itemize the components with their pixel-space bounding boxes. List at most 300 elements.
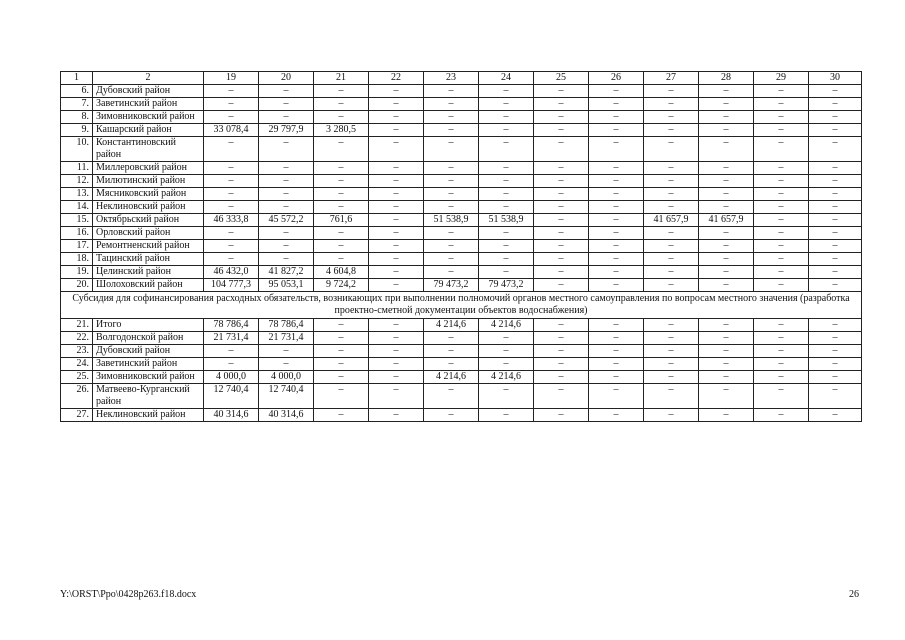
- value-cell: –: [534, 137, 589, 162]
- value-cell: 12 740,4: [204, 384, 259, 409]
- value-cell: –: [589, 371, 644, 384]
- value-cell: –: [699, 253, 754, 266]
- row-number: 24.: [61, 358, 93, 371]
- table-row: [61, 85, 862, 98]
- value-cell: –: [369, 345, 424, 358]
- value-cell: –: [259, 111, 314, 124]
- value-cell: –: [314, 175, 369, 188]
- value-cell: –: [589, 175, 644, 188]
- value-cell: –: [534, 345, 589, 358]
- value-cell: –: [699, 188, 754, 201]
- value-cell: –: [699, 279, 754, 292]
- table-row: [61, 111, 862, 124]
- value-cell: –: [369, 227, 424, 240]
- row-number: 13.: [61, 188, 93, 201]
- value-cell: –: [809, 98, 862, 111]
- value-cell: –: [314, 319, 369, 332]
- value-cell: –: [424, 332, 479, 345]
- value-cell: –: [754, 188, 809, 201]
- value-cell: –: [424, 124, 479, 137]
- table-row: [61, 279, 862, 292]
- value-cell: –: [644, 188, 699, 201]
- footer-file-path: Y:\ORST\Ppo\0428p263.f18.docx: [60, 589, 197, 600]
- value-cell: –: [479, 188, 534, 201]
- value-cell: 4 000,0: [259, 371, 314, 384]
- value-cell: –: [314, 345, 369, 358]
- value-cell: –: [809, 227, 862, 240]
- value-cell: –: [479, 162, 534, 175]
- value-cell: –: [589, 240, 644, 253]
- row-number: 11.: [61, 162, 93, 175]
- value-cell: –: [259, 240, 314, 253]
- value-cell: –: [479, 201, 534, 214]
- value-cell: –: [369, 371, 424, 384]
- value-cell: –: [424, 137, 479, 162]
- value-cell: –: [589, 85, 644, 98]
- value-cell: 29 797,9: [259, 124, 314, 137]
- value-cell: –: [424, 358, 479, 371]
- row-number: 7.: [61, 98, 93, 111]
- value-cell: –: [754, 319, 809, 332]
- value-cell: –: [754, 332, 809, 345]
- value-cell: –: [589, 319, 644, 332]
- value-cell: –: [754, 201, 809, 214]
- value-cell: 46 432,0: [204, 266, 259, 279]
- value-cell: –: [424, 384, 479, 409]
- district-name: Итого: [93, 319, 204, 332]
- value-cell: –: [259, 358, 314, 371]
- value-cell: –: [369, 409, 424, 422]
- district-name: Тацинский район: [93, 253, 204, 266]
- district-name: Кашарский район: [93, 124, 204, 137]
- value-cell: –: [204, 98, 259, 111]
- value-cell: –: [809, 279, 862, 292]
- district-name: Дубовский район: [93, 345, 204, 358]
- value-cell: –: [699, 175, 754, 188]
- value-cell: –: [699, 98, 754, 111]
- value-cell: 40 314,6: [204, 409, 259, 422]
- value-cell: 12 740,4: [259, 384, 314, 409]
- value-cell: –: [644, 358, 699, 371]
- value-cell: –: [424, 345, 479, 358]
- column-header: 27: [644, 72, 699, 85]
- footer-page-number: 26: [849, 589, 859, 600]
- value-cell: –: [534, 266, 589, 279]
- value-cell: –: [479, 111, 534, 124]
- district-name: Ремонтненский район: [93, 240, 204, 253]
- value-cell: –: [644, 332, 699, 345]
- section-title: Субсидия для софинансирования расходных обязательств, возникающих при выполнении полномочий органов местного самоуправления по вопросам местного значения (разработка проектно-сметной документации объектов водоснабжения): [61, 292, 862, 319]
- value-cell: –: [369, 162, 424, 175]
- table-row: [61, 332, 862, 345]
- value-cell: –: [534, 201, 589, 214]
- value-cell: 9 724,2: [314, 279, 369, 292]
- value-cell: –: [314, 384, 369, 409]
- value-cell: –: [699, 266, 754, 279]
- section-header-row: [61, 292, 862, 319]
- value-cell: –: [479, 332, 534, 345]
- value-cell: –: [314, 201, 369, 214]
- value-cell: –: [699, 332, 754, 345]
- column-header: 26: [589, 72, 644, 85]
- district-name: Зимовниковский район: [93, 111, 204, 124]
- value-cell: –: [534, 319, 589, 332]
- value-cell: –: [314, 85, 369, 98]
- district-name: Орловский район: [93, 227, 204, 240]
- row-number: 23.: [61, 345, 93, 358]
- value-cell: –: [644, 384, 699, 409]
- value-cell: –: [369, 137, 424, 162]
- table-row: [61, 124, 862, 137]
- value-cell: –: [534, 371, 589, 384]
- row-number: 26.: [61, 384, 93, 409]
- value-cell: –: [644, 175, 699, 188]
- district-name: Константиновский район: [93, 137, 204, 162]
- value-cell: –: [754, 137, 809, 162]
- value-cell: –: [754, 227, 809, 240]
- value-cell: –: [479, 98, 534, 111]
- value-cell: 761,6: [314, 214, 369, 227]
- row-number: 27.: [61, 409, 93, 422]
- table-row: [61, 98, 862, 111]
- value-cell: 4 214,6: [479, 371, 534, 384]
- value-cell: –: [204, 358, 259, 371]
- value-cell: –: [314, 371, 369, 384]
- value-cell: –: [754, 240, 809, 253]
- table-row: [61, 162, 862, 175]
- budget-table: [60, 71, 862, 422]
- value-cell: –: [479, 227, 534, 240]
- value-cell: –: [809, 266, 862, 279]
- value-cell: –: [644, 111, 699, 124]
- value-cell: –: [754, 111, 809, 124]
- column-header: 28: [699, 72, 754, 85]
- value-cell: –: [754, 371, 809, 384]
- value-cell: –: [479, 175, 534, 188]
- value-cell: 40 314,6: [259, 409, 314, 422]
- table-row: [61, 358, 862, 371]
- value-cell: –: [369, 124, 424, 137]
- value-cell: –: [479, 124, 534, 137]
- value-cell: –: [369, 111, 424, 124]
- value-cell: –: [644, 162, 699, 175]
- value-cell: –: [809, 214, 862, 227]
- value-cell: –: [314, 227, 369, 240]
- value-cell: –: [534, 124, 589, 137]
- value-cell: –: [534, 279, 589, 292]
- value-cell: –: [424, 111, 479, 124]
- table-row: [61, 345, 862, 358]
- value-cell: –: [424, 253, 479, 266]
- table-row: [61, 137, 862, 162]
- value-cell: –: [699, 111, 754, 124]
- row-number: 15.: [61, 214, 93, 227]
- value-cell: 21 731,4: [259, 332, 314, 345]
- table-row: [61, 266, 862, 279]
- value-cell: –: [809, 240, 862, 253]
- value-cell: –: [534, 98, 589, 111]
- column-header: 30: [809, 72, 862, 85]
- value-cell: –: [644, 345, 699, 358]
- value-cell: –: [699, 137, 754, 162]
- value-cell: –: [589, 188, 644, 201]
- value-cell: –: [534, 332, 589, 345]
- value-cell: –: [809, 358, 862, 371]
- value-cell: –: [369, 358, 424, 371]
- value-cell: –: [589, 409, 644, 422]
- table-row: [61, 188, 862, 201]
- value-cell: –: [314, 137, 369, 162]
- value-cell: –: [589, 332, 644, 345]
- row-number: 10.: [61, 137, 93, 162]
- value-cell: –: [699, 85, 754, 98]
- value-cell: –: [589, 279, 644, 292]
- value-cell: 78 786,4: [259, 319, 314, 332]
- value-cell: –: [699, 409, 754, 422]
- value-cell: –: [589, 266, 644, 279]
- value-cell: –: [259, 162, 314, 175]
- row-number: 14.: [61, 201, 93, 214]
- row-number: 22.: [61, 332, 93, 345]
- value-cell: –: [644, 279, 699, 292]
- row-number: 18.: [61, 253, 93, 266]
- value-cell: –: [754, 175, 809, 188]
- value-cell: –: [754, 162, 809, 175]
- value-cell: –: [589, 111, 644, 124]
- value-cell: 33 078,4: [204, 124, 259, 137]
- value-cell: 3 280,5: [314, 124, 369, 137]
- value-cell: –: [204, 85, 259, 98]
- value-cell: –: [644, 371, 699, 384]
- value-cell: –: [809, 85, 862, 98]
- value-cell: –: [589, 98, 644, 111]
- district-name: Заветинский район: [93, 98, 204, 111]
- column-header: 23: [424, 72, 479, 85]
- value-cell: –: [699, 345, 754, 358]
- value-cell: –: [754, 266, 809, 279]
- district-name: Зимовниковский район: [93, 371, 204, 384]
- value-cell: –: [809, 137, 862, 162]
- value-cell: –: [754, 358, 809, 371]
- value-cell: –: [369, 175, 424, 188]
- column-header: 2: [93, 72, 204, 85]
- value-cell: –: [809, 253, 862, 266]
- value-cell: –: [809, 201, 862, 214]
- value-cell: –: [644, 227, 699, 240]
- value-cell: –: [809, 332, 862, 345]
- value-cell: –: [809, 175, 862, 188]
- value-cell: –: [534, 240, 589, 253]
- value-cell: –: [699, 227, 754, 240]
- value-cell: –: [644, 240, 699, 253]
- value-cell: –: [644, 98, 699, 111]
- value-cell: –: [259, 253, 314, 266]
- value-cell: –: [644, 124, 699, 137]
- column-header: 21: [314, 72, 369, 85]
- value-cell: –: [314, 240, 369, 253]
- value-cell: –: [369, 266, 424, 279]
- value-cell: –: [534, 111, 589, 124]
- table-row: [61, 371, 862, 384]
- district-name: Миллеровский район: [93, 162, 204, 175]
- value-cell: –: [204, 137, 259, 162]
- value-cell: –: [314, 253, 369, 266]
- value-cell: 78 786,4: [204, 319, 259, 332]
- value-cell: –: [589, 358, 644, 371]
- value-cell: –: [204, 227, 259, 240]
- value-cell: –: [204, 240, 259, 253]
- value-cell: –: [699, 201, 754, 214]
- value-cell: 4 214,6: [424, 371, 479, 384]
- table-row: [61, 175, 862, 188]
- value-cell: –: [534, 384, 589, 409]
- value-cell: –: [424, 85, 479, 98]
- value-cell: –: [754, 98, 809, 111]
- value-cell: –: [479, 240, 534, 253]
- value-cell: –: [699, 162, 754, 175]
- value-cell: –: [809, 345, 862, 358]
- value-cell: 41 827,2: [259, 266, 314, 279]
- value-cell: –: [699, 371, 754, 384]
- value-cell: 45 572,2: [259, 214, 314, 227]
- district-name: Неклиновский район: [93, 409, 204, 422]
- value-cell: 79 473,2: [424, 279, 479, 292]
- value-cell: –: [204, 175, 259, 188]
- value-cell: –: [589, 214, 644, 227]
- value-cell: –: [534, 214, 589, 227]
- value-cell: –: [589, 201, 644, 214]
- value-cell: 46 333,8: [204, 214, 259, 227]
- row-number: 20.: [61, 279, 93, 292]
- value-cell: –: [204, 253, 259, 266]
- value-cell: –: [809, 124, 862, 137]
- value-cell: 4 000,0: [204, 371, 259, 384]
- value-cell: –: [644, 409, 699, 422]
- value-cell: 104 777,3: [204, 279, 259, 292]
- value-cell: –: [204, 162, 259, 175]
- row-number: 21.: [61, 319, 93, 332]
- value-cell: –: [204, 188, 259, 201]
- value-cell: –: [644, 201, 699, 214]
- value-cell: –: [424, 240, 479, 253]
- value-cell: –: [589, 227, 644, 240]
- value-cell: –: [424, 162, 479, 175]
- value-cell: –: [259, 175, 314, 188]
- row-number: 16.: [61, 227, 93, 240]
- value-cell: –: [479, 409, 534, 422]
- value-cell: –: [424, 188, 479, 201]
- value-cell: –: [479, 384, 534, 409]
- value-cell: –: [479, 253, 534, 266]
- district-name: Мясниковский район: [93, 188, 204, 201]
- table-row: [61, 201, 862, 214]
- value-cell: –: [369, 253, 424, 266]
- value-cell: –: [204, 345, 259, 358]
- value-cell: –: [259, 137, 314, 162]
- value-cell: –: [644, 319, 699, 332]
- row-number: 9.: [61, 124, 93, 137]
- value-cell: –: [369, 240, 424, 253]
- row-number: 25.: [61, 371, 93, 384]
- value-cell: –: [754, 384, 809, 409]
- value-cell: –: [369, 188, 424, 201]
- value-cell: –: [204, 201, 259, 214]
- column-header: 25: [534, 72, 589, 85]
- district-name: Милютинский район: [93, 175, 204, 188]
- column-header: 19: [204, 72, 259, 85]
- table-row: [61, 227, 862, 240]
- value-cell: –: [699, 240, 754, 253]
- column-header: 20: [259, 72, 314, 85]
- value-cell: –: [424, 201, 479, 214]
- value-cell: 79 473,2: [479, 279, 534, 292]
- value-cell: –: [754, 253, 809, 266]
- value-cell: –: [369, 214, 424, 227]
- value-cell: 4 604,8: [314, 266, 369, 279]
- district-name: Целинский район: [93, 266, 204, 279]
- value-cell: –: [589, 384, 644, 409]
- value-cell: –: [754, 409, 809, 422]
- value-cell: –: [589, 253, 644, 266]
- row-number: 12.: [61, 175, 93, 188]
- value-cell: –: [809, 371, 862, 384]
- value-cell: –: [809, 188, 862, 201]
- column-header: 1: [61, 72, 93, 85]
- table-row: [61, 319, 862, 332]
- value-cell: –: [534, 162, 589, 175]
- value-cell: 21 731,4: [204, 332, 259, 345]
- value-cell: –: [259, 98, 314, 111]
- value-cell: –: [259, 201, 314, 214]
- value-cell: –: [314, 409, 369, 422]
- row-number: 6.: [61, 85, 93, 98]
- row-number: 17.: [61, 240, 93, 253]
- value-cell: –: [589, 124, 644, 137]
- district-name: Шолоховский район: [93, 279, 204, 292]
- district-name: Заветинский район: [93, 358, 204, 371]
- value-cell: –: [314, 111, 369, 124]
- table-row: [61, 214, 862, 227]
- value-cell: 51 538,9: [424, 214, 479, 227]
- value-cell: –: [754, 279, 809, 292]
- value-cell: –: [204, 111, 259, 124]
- value-cell: 4 214,6: [424, 319, 479, 332]
- value-cell: –: [644, 137, 699, 162]
- value-cell: –: [314, 332, 369, 345]
- value-cell: 4 214,6: [479, 319, 534, 332]
- value-cell: –: [699, 358, 754, 371]
- value-cell: –: [369, 98, 424, 111]
- value-cell: –: [259, 85, 314, 98]
- value-cell: 51 538,9: [479, 214, 534, 227]
- value-cell: –: [534, 253, 589, 266]
- value-cell: –: [589, 137, 644, 162]
- district-name: Неклиновский район: [93, 201, 204, 214]
- value-cell: –: [754, 85, 809, 98]
- value-cell: –: [259, 227, 314, 240]
- column-header: 24: [479, 72, 534, 85]
- value-cell: –: [259, 345, 314, 358]
- value-cell: 41 657,9: [644, 214, 699, 227]
- district-name: Октябрьский район: [93, 214, 204, 227]
- value-cell: 95 053,1: [259, 279, 314, 292]
- table-row: [61, 253, 862, 266]
- value-cell: –: [534, 358, 589, 371]
- value-cell: –: [809, 409, 862, 422]
- value-cell: –: [534, 227, 589, 240]
- district-name: Дубовский район: [93, 85, 204, 98]
- value-cell: –: [754, 124, 809, 137]
